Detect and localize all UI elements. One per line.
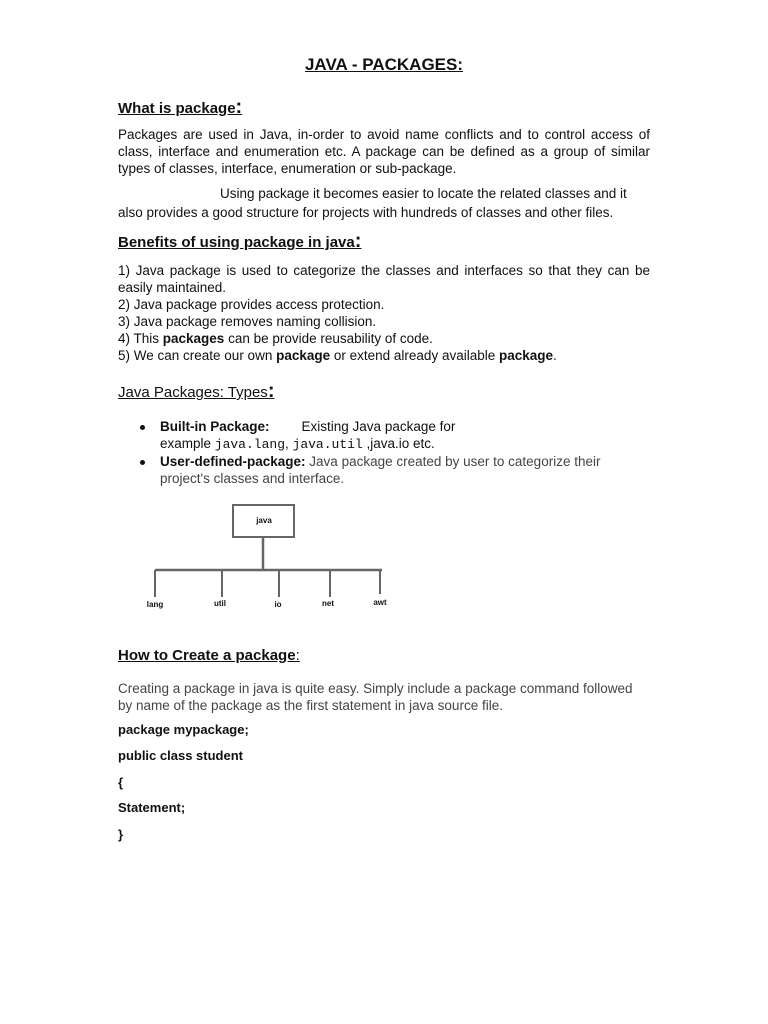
text-span: can be provide reusability of code.	[224, 331, 433, 346]
heading-how-to-create	[118, 647, 300, 664]
code-text: java.lang	[214, 437, 285, 452]
what-paragraph-2-line-2: also provides a good structure for projects with hundreds of classes and other files.	[118, 205, 614, 220]
list-item: 1) Java package is used to categorize the classes and interfaces so that they can be easily maintained.	[118, 263, 650, 295]
heading-text: How to Create a package	[118, 647, 296, 664]
diagram-child-label: io	[274, 600, 282, 609]
what-paragraph-1: Packages are used in Java, in-order to avoid name conflicts and to control access of class, interface and enumeration etc. A package can be defined as a group of similar types of classes, interface, enumeration or sub-package.	[118, 127, 650, 176]
text-span: Existing Java package for	[301, 419, 456, 434]
text-span: ,java.io etc.	[362, 436, 435, 451]
code-line: {	[118, 775, 124, 790]
code-line: }	[118, 827, 124, 842]
bold-text: Built-in Package:	[160, 419, 270, 434]
code-text: java.util	[292, 437, 363, 452]
list-item: 3) Java package removes naming collision.	[118, 314, 377, 329]
code-line: Statement;	[118, 800, 186, 815]
create-paragraph: Creating a package in java is quite easy. Simply include a package command followed by name of the package as the first statement in java source file.	[118, 681, 633, 713]
bold-text: User-defined-package:	[160, 454, 306, 469]
heading-colon: :	[267, 380, 275, 402]
code-line: package mypackage;	[118, 722, 249, 737]
what-paragraph-2-line-1: Using package it becomes easier to locate the related classes and it	[220, 186, 627, 201]
heading-colon: :	[295, 647, 300, 664]
text-span: example	[160, 436, 215, 451]
text-span: 5) We can create our own	[118, 348, 277, 363]
diagram-child-label: net	[322, 599, 334, 608]
diagram-child-label: awt	[373, 598, 387, 607]
bold-text: packages	[162, 331, 225, 346]
diagram-child-label: util	[214, 599, 226, 608]
bold-text: package	[498, 348, 554, 363]
page-title: JAVA - PACKAGES:	[304, 55, 464, 74]
heading-colon: :	[354, 230, 362, 252]
heading-text: Benefits of using package in java	[118, 234, 355, 251]
heading-colon: :	[235, 96, 243, 118]
text-span: .	[553, 348, 557, 363]
code-line: public class student	[118, 748, 243, 763]
list-item: 2) Java package provides access protection.	[118, 297, 385, 312]
text-span: 4) This	[118, 331, 163, 346]
heading-text: Java Packages: Types	[118, 384, 268, 401]
heading-text: What is package	[118, 100, 236, 117]
diagram-root-label: java	[256, 516, 272, 525]
text-span: Java package created by user to categorize their project's classes and interface.	[160, 454, 601, 486]
bold-text: package	[276, 348, 331, 363]
text-span: or extend already available	[330, 348, 499, 363]
diagram-child-label: lang	[146, 600, 164, 609]
text-span: ,	[285, 436, 293, 451]
